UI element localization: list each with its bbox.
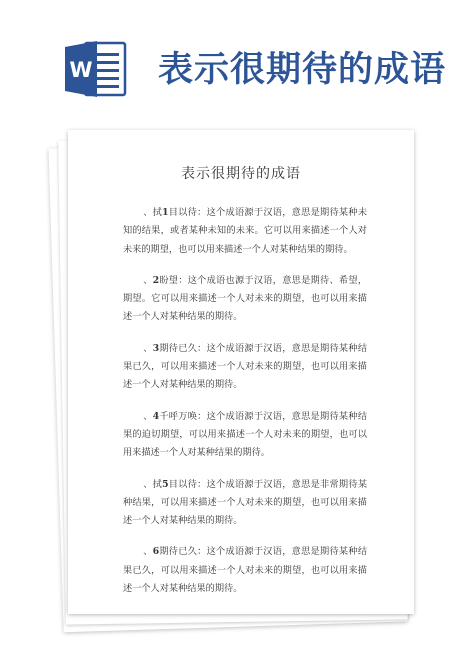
entry-6 [123,543,367,598]
entry-2 [123,272,367,327]
word-document-icon [63,39,127,99]
entry-number: 4 [152,410,160,422]
entry-prefix: 、 [143,410,153,422]
entry-1 [123,204,367,259]
entry-prefix: 、 [143,342,153,354]
entry-5 [123,476,367,531]
entry-body: 千呼万唤：这个成语源于汉语，意思是期待某种结果的迫切期望，可以用来描述一个人对未来的期望，也可以用来描述一个人对某种结果的期待。 [123,410,368,459]
entry-body: 目以待：这个成语源于汉语，意思是期待某种未知的结果，或者某种未知的未来。它可以用来描述一个人对未来的期望，也可以用来描述一个人对某种结果的期待。 [123,207,368,255]
entry-prefix: 、 [143,546,153,558]
banner-title: 表示很期待的成语 [158,50,447,90]
entry-body: 期待已久：这个成语源于汉语，意思是期待某种结果已久，可以用来描述一个人对未来的期望，也可以用来描述一个人对某种结果的期待。 [123,342,368,391]
entry-number: 6 [152,546,160,558]
entry-number: 1 [162,207,169,218]
entry-prefix: 、拭 [143,207,163,218]
svg-text:W: W [69,58,93,82]
entry-body: 盼望：这个成语也源于汉语，意思是期待、希望，期望。它可以用来描述一个人对未来的期望，也可以用来描述一个人对某种结果的期待。 [123,274,368,323]
document-page [68,130,414,614]
entry-4 [123,408,367,463]
entry-list [123,204,367,611]
entry-prefix: 、 [143,274,153,286]
entry-body: 期待已久：这个成语源于汉语，意思是期待某种结果已久，可以用来描述一个人对未来的期望，也可以用来描述一个人对某种结果的期待。 [123,546,368,595]
entry-number: 3 [152,342,160,354]
banner [0,0,474,118]
entry-number: 2 [152,274,160,286]
entry-prefix: 、拭 [143,478,163,490]
document-title: 表示很期待的成语 [181,166,301,182]
entry-body: 目以待：这个成语源于汉语，意思是非常期待某种结果，可以用来描述一个人对未来的期望，也可以用来描述一个人对某种结果的期待。 [123,478,368,527]
entry-number: 5 [162,478,169,490]
entry-3 [123,340,367,395]
